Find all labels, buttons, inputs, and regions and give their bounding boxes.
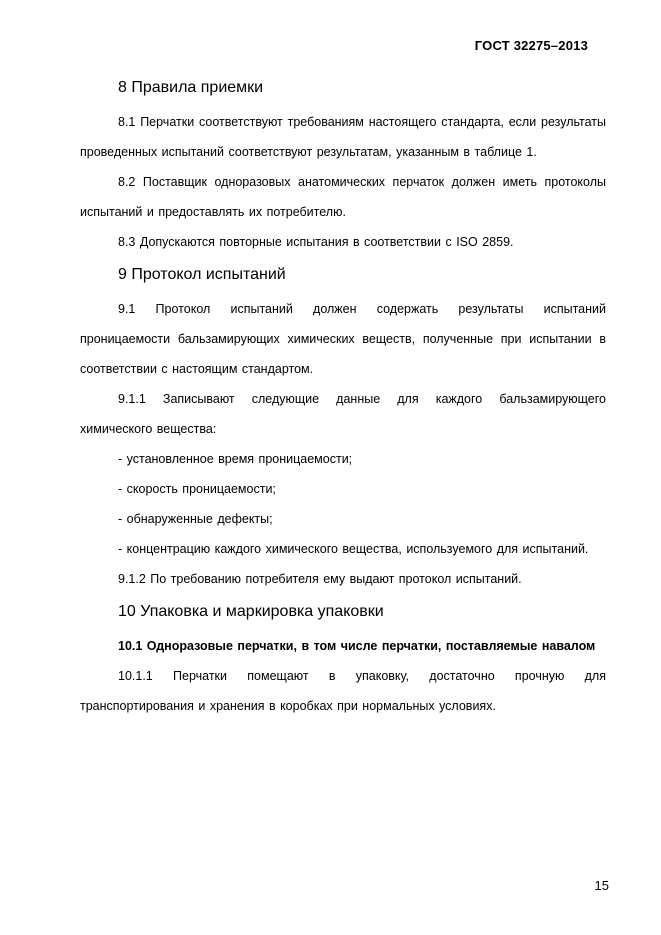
paragraph-8-2: 8.2 Поставщик одноразовых анатомических перчаток должен иметь протоколы испытаний и предоставлять их потребителю.: [80, 175, 606, 219]
list-item: - обнаруженные дефекты;: [118, 512, 273, 526]
paragraph-10-1: 10.1 Одноразовые перчатки, в том числе перчатки, поставляемые навалом: [118, 639, 596, 653]
section-10-heading: 10 Упаковка и маркировка упаковки: [118, 603, 384, 620]
list-item: - скорость проницаемости;: [118, 482, 276, 496]
paragraph-8-1: 8.1 Перчатки соответствуют требованиям настоящего стандарта, если результаты проведенных испытаний соответствуют результатам, указанным в таблице 1.: [80, 115, 606, 159]
paragraph-10-1-1: 10.1.1 Перчатки помещают в упаковку, достаточно прочную для транспортирования и хранения в коробках при нормальных условиях.: [80, 669, 606, 713]
paragraph-9-1: 9.1 Протокол испытаний должен содержать результаты испытаний проницаемости бальзамирующих химических веществ, полученные при испытании в соответствии с настоящим стандартом.: [80, 302, 606, 376]
paragraph-9-1-2: 9.1.2 По требованию потребителя ему выдают протокол испытаний.: [118, 572, 522, 586]
paragraph-9-1-1: 9.1.1 Записывают следующие данные для каждого бальзамирующего химического вещества:: [80, 392, 606, 436]
page-content: [80, 70, 606, 721]
page-number: 15: [594, 878, 609, 893]
standard-code: ГОСТ 32275–2013: [474, 38, 588, 53]
paragraph-8-3: 8.3 Допускаются повторные испытания в соответствии с ISO 2859.: [118, 235, 514, 249]
section-8-heading: 8 Правила приемки: [118, 79, 264, 96]
list-item: - установленное время проницаемости;: [118, 452, 353, 466]
list-item: - концентрацию каждого химического вещества, используемого для испытаний.: [118, 542, 589, 556]
section-9-heading: 9 Протокол испытаний: [118, 266, 286, 283]
